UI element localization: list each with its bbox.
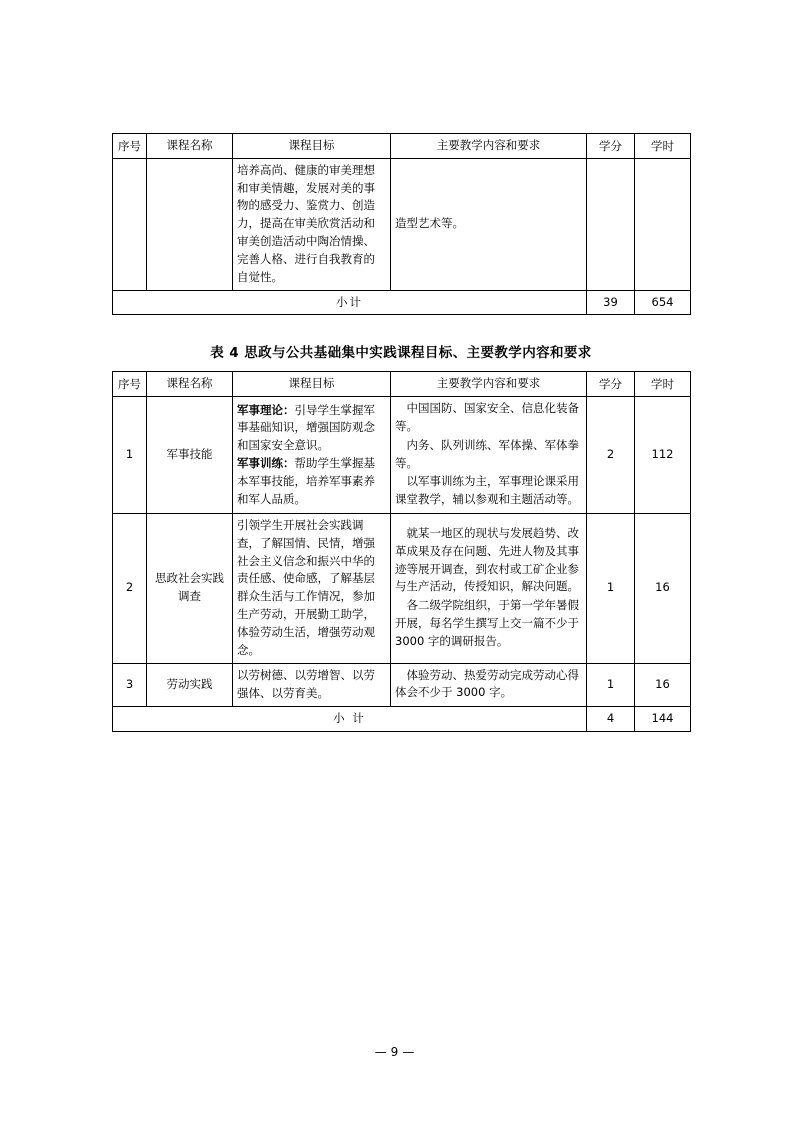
goal-text: 帮助学生掌握基本军事技能，培养军事素养和军人品质。 xyxy=(237,456,375,506)
header-hours: 学时 xyxy=(635,134,691,159)
cell-no: 1 xyxy=(113,397,147,514)
cell-no: 2 xyxy=(113,514,147,664)
table-row xyxy=(113,397,691,514)
subtotal-row xyxy=(113,707,691,732)
cell-hours: 16 xyxy=(635,663,691,707)
goal-part xyxy=(237,402,386,455)
page-content xyxy=(112,133,690,732)
header-credit: 学分 xyxy=(587,372,635,397)
content-paragraph: 各二级学院组织，于第一学年暑假开展，每名学生撰写上交一篇不少于 3000 字的调研报告。 xyxy=(395,598,579,648)
table4-header-row xyxy=(113,372,691,397)
cell-main-content xyxy=(391,514,587,664)
cell-course-goal: 培养高尚、健康的审美理想和审美情趣，发展对美的事物的感受力、鉴赏力、创造力，提高在审美欣赏活动和审美创造活动中陶冶情操、完善人格、进行自我教育的自觉性。 xyxy=(233,158,391,290)
cell-no: 3 xyxy=(113,663,147,707)
goal-part xyxy=(237,517,386,660)
cell-course-goal xyxy=(233,514,391,664)
subtotal-credit: 4 xyxy=(587,707,635,732)
table-row xyxy=(113,663,691,707)
cell-no xyxy=(113,158,147,290)
cell-course-name: 劳动实践 xyxy=(147,663,233,707)
cell-course-goal xyxy=(233,663,391,707)
subtotal-row xyxy=(113,290,691,315)
cell-credit xyxy=(587,158,635,290)
subtotal-label: 小计 xyxy=(113,290,587,315)
goal-text: 引导学生掌握军事基础知识，增强国防观念和国家安全意识。 xyxy=(237,402,375,453)
header-credit: 学分 xyxy=(587,134,635,159)
header-no: 序号 xyxy=(113,134,147,159)
goal-lead: 军事理论： xyxy=(237,402,295,417)
goal-part xyxy=(237,667,386,703)
header-hours: 学时 xyxy=(635,372,691,397)
cell-course-goal xyxy=(233,397,391,514)
subtotal-label: 小 计 xyxy=(113,707,587,732)
content-paragraph: 内务、队列训练、军体操、军体拳等。 xyxy=(395,437,579,470)
header-no: 序号 xyxy=(113,372,147,397)
page-number: 9 xyxy=(390,1045,403,1059)
cell-main-content xyxy=(391,397,587,514)
cell-hours: 112 xyxy=(635,397,691,514)
goal-text: 以劳树德、以劳增智、以劳强体、以劳育美。 xyxy=(237,668,375,700)
content-paragraph: 体验劳动、热爱劳动完成劳动心得体会不少于 3000 字。 xyxy=(395,667,579,700)
header-main-content: 主要教学内容和要求 xyxy=(391,372,587,397)
cell-hours xyxy=(635,158,691,290)
table-continuation xyxy=(112,133,691,315)
table-row xyxy=(113,158,691,290)
header-main-content: 主要教学内容和要求 xyxy=(391,134,587,159)
content-paragraph: 以军事训练为主，军事理论课采用课堂教学，辅以参观和主题活动等。 xyxy=(395,474,579,507)
content-paragraph: 中国国防、国家安全、信息化装备等。 xyxy=(395,401,579,433)
table4 xyxy=(112,371,691,732)
subtotal-credit: 39 xyxy=(587,290,635,315)
goal-text: 引领学生开展社会实践调查，了解国情、民情，增强社会主义信念和振兴中华的责任感、使命感，了解基层群众生活与工作情况，参加生产劳动，开展勤工助学，体验劳动生活，增强劳动观念。 xyxy=(237,518,375,657)
table4-caption: 表 4 思政与公共基础集中实践课程目标、主要教学内容和要求 xyxy=(210,345,592,362)
table-row xyxy=(113,514,691,664)
cell-credit: 1 xyxy=(587,663,635,707)
table-header-row xyxy=(113,134,691,159)
goal-part xyxy=(237,455,386,508)
footer-dash-right: — xyxy=(402,1045,419,1059)
header-course-name: 课程名称 xyxy=(147,134,233,159)
cell-main-content: 造型艺术等。 xyxy=(391,158,587,290)
cell-main-content xyxy=(391,663,587,707)
cell-course-name: 思政社会实践调查 xyxy=(147,514,233,664)
header-course-goal: 课程目标 xyxy=(233,372,391,397)
subtotal-hours: 654 xyxy=(635,290,691,315)
subtotal-hours: 144 xyxy=(635,707,691,732)
page-footer xyxy=(0,1045,793,1059)
footer-dash-left: — xyxy=(374,1045,391,1059)
cell-course-name xyxy=(147,158,233,290)
header-course-name: 课程名称 xyxy=(147,372,233,397)
cell-credit: 2 xyxy=(587,397,635,514)
goal-lead: 军事训练： xyxy=(237,456,295,471)
cell-hours: 16 xyxy=(635,514,691,664)
header-course-goal: 课程目标 xyxy=(233,134,391,159)
cell-course-name: 军事技能 xyxy=(147,397,233,514)
content-paragraph: 就某一地区的现状与发展趋势、改革成果及存在问题、先进人物及其事迹等展开调查，到农村或工矿企业参与生产活动，传授知识，解决问题。 xyxy=(395,525,579,594)
cell-credit: 1 xyxy=(587,514,635,664)
